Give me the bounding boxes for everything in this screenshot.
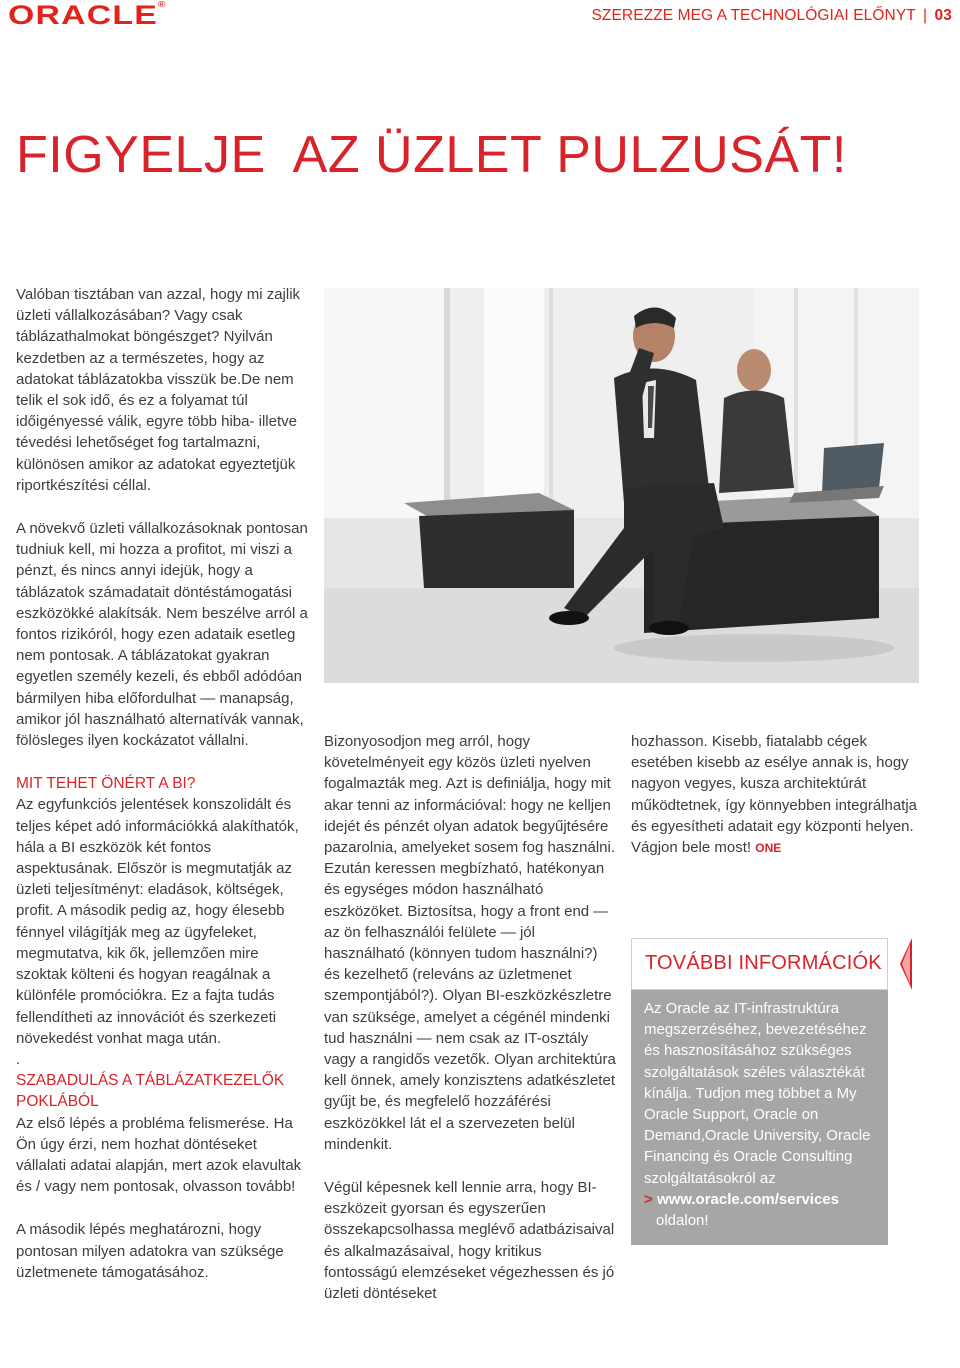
heading-escape-spreadsheets: SZABADULÁS A TÁBLÁZATKEZELŐK POKLÁBÓL xyxy=(16,1072,285,1111)
page-title: FIGYELJE AZ ÜZLET PULZUSÁT! xyxy=(16,126,847,184)
info-box-tab-icon xyxy=(894,938,912,990)
more-info-text: Az Oracle az IT-infrastruktúra megszerzéséhez, bevezetéséhez és hasznosításához szükséges szolgáltatások széles választékát kínálja. Tudjon meg többet a My Oracle Support, Oracle on Demand,Oracle University, Oracle Financing és Oracle Consulting szolgáltatásokról az xyxy=(644,1000,871,1187)
more-info-body xyxy=(644,998,882,1231)
running-header xyxy=(591,7,952,25)
section-title: SZEREZZE MEG A TECHNOLÓGIAI ELŐNYT xyxy=(591,7,916,24)
more-info-box xyxy=(631,938,888,1245)
oracle-logo: ORACLE® xyxy=(8,0,167,30)
page-number: 03 xyxy=(934,7,952,24)
paragraph-conclusion: hozhasson. Kisebb, fiatalabb cégek esetében kisebb az esélye annak is, hogy nagyon vegyes, kusza architektúrát működtetnek, így könnyebben integrálhatja és egyesítheti adatait egy központi helyen. Vágjon bele most! ONE xyxy=(631,733,918,857)
services-link[interactable]: www.oracle.com/services xyxy=(656,1190,839,1208)
link-arrow-icon: > xyxy=(644,1190,653,1208)
column-3 xyxy=(631,731,931,859)
paragraph-integration: Végül képesnek kell lennie arra, hogy BI-eszközeit gyorsan és egyszerűen összekapcsolhassa meglévő adatbázisaival és alkalmazásaival, hogy kritikus fontosságú elemzéseket végezhessen és jó üzleti döntéseket xyxy=(324,1179,615,1303)
column-2 xyxy=(324,731,616,1304)
paragraph-second-step: A második lépés meghatározni, hogy pontosan milyen adatokra van szüksége üzletmenete támogatásához. xyxy=(16,1221,284,1281)
paragraph-bi-aspects: Az egyfunkciós jelentések konszolidált és teljes képet adó információkká alakíthatók, hála a BI eszközök két fontos aspektusának. Először is megmutatják az üzleti teljesítményt: eladások, költségek, profit. A második pedig az, hogy élesebb fénnyel világítják meg az ügyfeleket, megmutatva, kik ők, jellemzően mire szoktak költeni és hogyan reagálnak a különféle promóciókra. Ez a fajta tudás fellendítheti az innovációt és szerkezeti növekedést vonhat maga után. xyxy=(16,796,299,1047)
paragraph-growing-businesses: A növekvő üzleti vállalkozásoknak pontosan tudniuk kell, mi hozza a profitot, mi viszi a pénzt, és nincs annyi idejük, hogy a táblázatok számadatait döntéstámogatási eszközökké alakítsák. Nem beszélve arról a fontos rizikóról, hogy ezen adataik esetleg nem pontosak. A táblázatokat gyakran egyetlen személy kezeli, és ebből adódóan bármilyen hiba előfordulhat — manapság, amikor jól használható alternatívák vannak, fölösleges ilyen kockázatot vállalni. xyxy=(16,520,308,750)
paragraph-first-step: Az első lépés a probléma felismerése. Ha Ön úgy érzi, nem hozhat döntéseket vállalati adatai alapján, mert azok elavultak és / vagy nem pontosak, olvasson tovább! xyxy=(16,1114,302,1196)
more-info-tail: oldalon! xyxy=(656,1212,709,1230)
column-1 xyxy=(16,284,308,1283)
stray-dot: . xyxy=(16,1050,21,1068)
businessmen-photo xyxy=(324,288,919,683)
one-end-mark: ONE xyxy=(755,841,782,856)
header-separator: | xyxy=(922,7,928,24)
heading-what-bi-can-do: MIT TEHET ÖNÉRT A BI? xyxy=(16,775,196,793)
intro-paragraph: Valóban tisztában van azzal, hogy mi zajlik üzleti vállalkozásában? Vagy csak táblázathalmokat böngészget? Nyilván kezdetben az a természetes, hogy az adatokat táblázatokba visszük be.De nem telik el sok idő, és ez a folyamat túl időigényessé válik, egyre több hiba- illetve tévedési lehetőséget fog tartalmazni, különösen amikor az adatokat egyeztetjük riportkészítési céllal. xyxy=(16,286,301,494)
paragraph-requirements: Bizonyosodjon meg arról, hogy követelményeit egy közös üzleti nyelven fogalmazták meg. Azt is definiálja, hogy mit akar tenni az információval: hogy ne kelljen idejét és pénzét olyan adatok begyűjtésére pazarolnia, amelyeket sosem fog használni. Ezután keressen megbízható, hatékonyan és egységes módon használható eszközöket. Biztosítsa, hogy a front end — az ön felhasználói felülete — jól használható (könnyen tudom használni?) és kezelhető (releváns az üzletmenet szempontjából?). Olyan BI-eszközkészletre van szüksége, amelyet a cégénél mindenki tud használni — nem csak az IT-osztály vagy a rangidős vezetők. Olyan architektúra kell önnek, amely konzisztens adatkészletet gyűjt be, és megfelelő hozzáférési eszközökkel lát el a szervezeten belül mindenkit. xyxy=(324,733,616,1153)
more-info-title: TOVÁBBI INFORMÁCIÓK xyxy=(631,938,888,990)
